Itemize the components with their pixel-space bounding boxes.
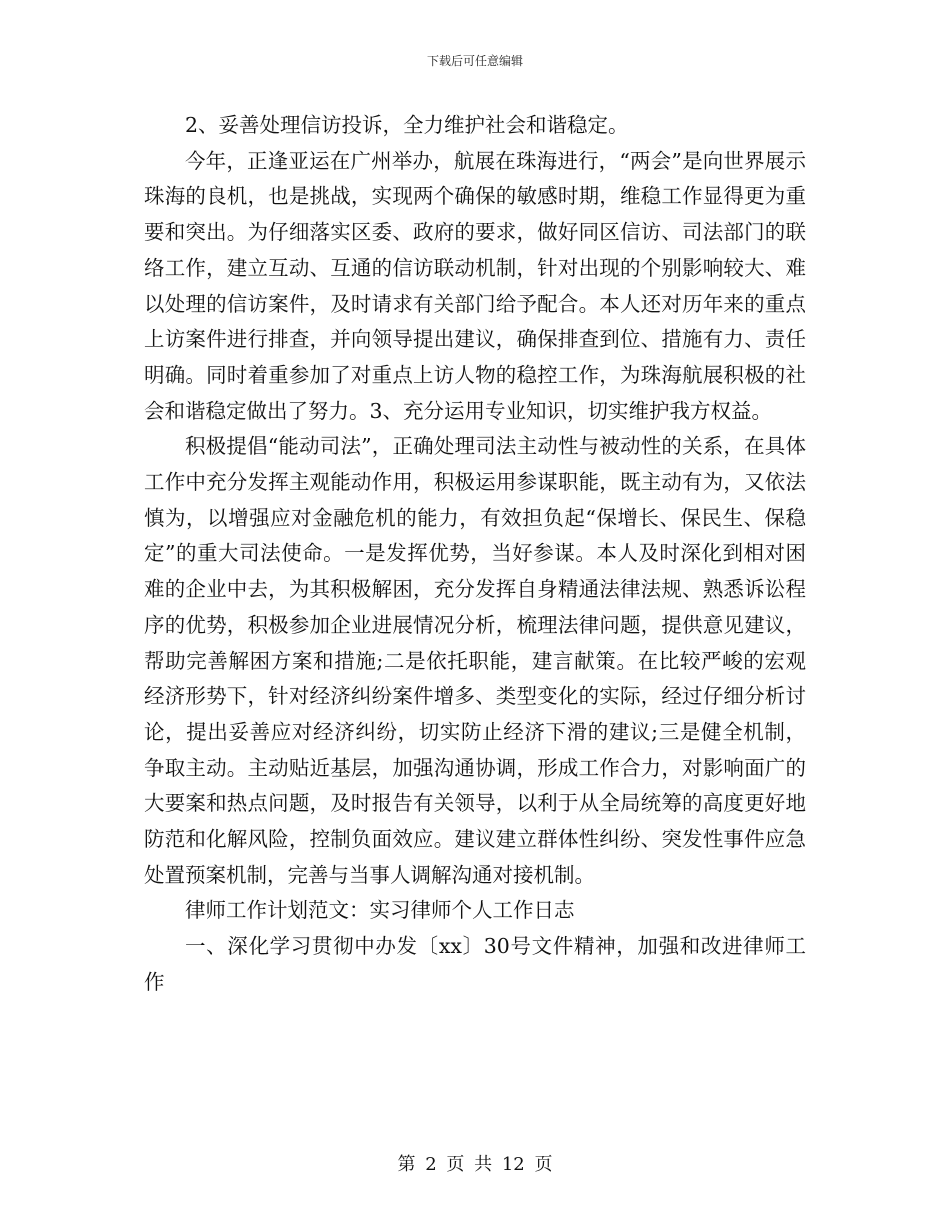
paragraph-section-2-heading: 2、妥善处理信访投诉，全力维护社会和谐稳定。 (185, 113, 629, 137)
page-number-footer: 第 2 页 共 12 页 (397, 1154, 553, 1175)
page-header: 下载后可任意编辑 (426, 54, 523, 68)
paragraph-section-1-heading: 一、深化学习贯彻中办发〔xx〕30号文件精神，加强和改进律师工作 (144, 934, 806, 994)
paragraph-plan-title: 律师工作计划范文：实习律师个人工作日志 (185, 898, 575, 923)
paragraph-active-justice: 积极提倡“能动司法”，正确处理司法主动性与被动性的关系，在具体工作中充分发挥主观能动作用，积极运用参谋职能，既主动有为，又依法慎为，以增强应对金融危机的能力，有效担负起“保增长、保民生、保稳定”的重大司法使命。一是发挥优势，当好参谋。本人及时深化到相对困难的企业中去，为其积极解困，充分发挥自身精通法律法规、熟悉诉讼程序的优势，积极参加企业进展情况分析，梳理法律问题，提供意见建议，帮助完善解困方案和措施;二是依托职能，建言献策。在比较严峻的宏观经济形势下，针对经济纠纷案件增多、类型变化的实际，经过仔细分析讨论，提出妥善应对经济纠纷，切实防止经济下滑的建议;三是健全机制，争取主动。主动贴近基层，加强沟通协调，形成工作合力，对影响面广的大要案和热点问题，及时报告有关领导，以利于从全局统筹的高度更好地防范和化解风险，控制负面效应。建议建立群体性纠纷、突发性事件应急处置预案机制，完善与当事人调解沟通对接机制。 (144, 434, 806, 887)
paragraph-petition-work: 今年，正逢亚运在广州举办，航展在珠海进行，“两会”是向世界展示珠海的良机，也是挑战，实现两个确保的敏感时期，维稳工作显得更为重要和突出。为仔细落实区委、政府的要求，做好同区信访、司法部门的联络工作，建立互动、互通的信访联动机制，针对出现的个别影响较大、难以处理的信访案件，及时请求有关部门给予配合。本人还对历年来的重点上访案件进行排查，并向领导提出建议，确保排查到位、措施有力、责任明确。同时着重参加了对重点上访人物的稳控工作，为珠海航展积极的社会和谐稳定做出了努力。3、充分运用专业知识，切实维护我方权益。 (144, 148, 806, 423)
document-body (144, 108, 806, 1001)
